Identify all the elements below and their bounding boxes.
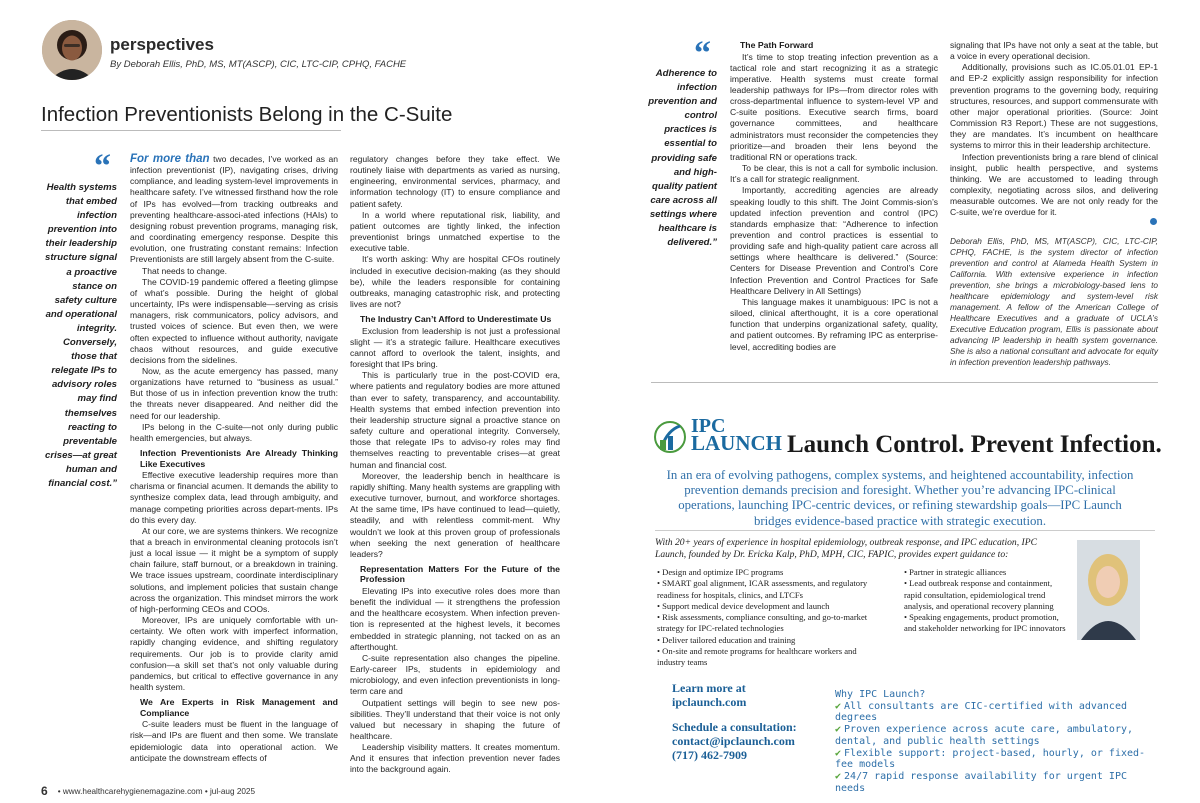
website-link[interactable]: ipclaunch.com bbox=[672, 695, 747, 709]
paragraph: two decades, I’ve worked as an infection preventionist (IP), navigating crises, driving compliance, and leading system-level improvements in healthcare safety. I’ve witnessed firsthand how the role of IPs has evolved—from tracking outbreaks and preventing healthcare-associ-ated infections (HAIs) to designing robust prevention programs, managing risk, and coordinating emergency response. Despite this evolution, one frustrating constant remains: Infection Preventionists are still largely absent from the C-suite. bbox=[130, 154, 339, 265]
why-item: ✔ Flexible support: project-based, hourly, or fixed-fee models bbox=[835, 747, 1146, 771]
author-bio: Deborah Ellis, PhD, MS, MT(ASCP), CIC, LTC-CIP, CPHQ, FACHE, is the system director of infection prevention and control at Alameda Health System in California. With extensive experience in infection prevention, she brings a microbiology-based lens to healthcare epidemiology and system-level risk management. A fellow of the American College of Healthcare Executives and a graduate of UCLA’s Executive Education program, Ellis is passionate about advancing IP leadership in health system governance. She is also a national consultant and advocate for equity in infection prevention leadership pathways. bbox=[950, 236, 1158, 367]
article-column-2 bbox=[350, 154, 560, 776]
subheading: Infection Preventionists Are Already Thinking Like Executives bbox=[140, 448, 338, 469]
why-ipc-launch bbox=[835, 689, 1155, 794]
paragraph: Elevating IPs into executive roles does more than benefit the individual — it strengthens the profession and the healthcare ecosystem. When infection preven-tion is represented at the highest levels, it becomes embedded in strategic planning, not tacked on as an afterthought. bbox=[350, 585, 560, 652]
ad-headline: Launch Control. Prevent Infection. bbox=[787, 431, 1162, 458]
brand-name-top: IPC bbox=[691, 415, 726, 437]
list-item: • Partner in strategic alliances bbox=[904, 567, 1007, 577]
check-icon: ✔ bbox=[835, 700, 842, 712]
why-item: ✔ Proven experience across acute care, ambulatory, dental, and public health settings bbox=[835, 724, 1134, 747]
paragraph: signaling that IPs have not only a seat at the table, but a voice in every operational decision. bbox=[950, 40, 1158, 62]
check-icon: ✔ bbox=[835, 747, 842, 759]
founder-photo bbox=[1077, 540, 1140, 640]
paragraph: C-suite representation also changes the pipeline. Early-career IPs, students in epidemiology and microbiology, and even infection preventionists in long-term care and bbox=[350, 652, 560, 697]
page-number: 6 bbox=[41, 784, 48, 798]
quote-mark-icon: “ bbox=[94, 148, 111, 185]
check-icon: ✔ bbox=[835, 770, 842, 782]
paragraph: It’s time to stop treating infection prevention as a tactical role and start recognizing it as a strategic imperative. Health systems must create formal leadership pathways for IPs—from director roles with cross-departmental influence to system-level VP and C-suite positions. Executive search firms, board governance committees, and healthcare administrators must reconsider the competencies they prioritize—and broaden their lens beyond the traditional RN or operations track. bbox=[730, 51, 938, 162]
paragraph: Additionally, provisions such as IC.05.01.01 EP-1 and EP-2 explicitly assign responsibility for infection prevention programs to the governing body, requiring structures, resources, and support commensurate with other major operational priorities. (Source: Joint Commission R3 Report.) These are not suggestions, they are mandates. It’s incumbent on healthcare systems to mirror this in their leadership architecture. bbox=[950, 62, 1158, 151]
ipc-launch-logo-icon bbox=[653, 420, 687, 454]
schedule-label: Schedule a consultation: bbox=[672, 720, 797, 734]
email-link[interactable]: contact@ipclaunch.com bbox=[672, 734, 795, 748]
why-item: ✔ 24/7 rapid response availability for urgent IPC needs bbox=[835, 770, 1127, 794]
paragraph: To be clear, this is not a call for symbolic inclusion. It’s a call for strategic realignment. bbox=[730, 163, 938, 185]
page-footer bbox=[41, 784, 255, 798]
paragraph: IPs belong in the C-suite—not only during public health emergencies, but always. bbox=[130, 421, 338, 443]
paragraph: The COVID-19 pandemic offered a fleeting glimpse of what’s possible. During the height of global uncertainty, IPs were indispensable—serving as crisis managers, risk communicators, policy advisors, and trusted voices of science. But even then, we were often expected to influence without authority, navigate chaos without resources, and guide executive decisions from the sidelines. bbox=[130, 276, 338, 365]
quote-mark-icon: “ bbox=[694, 35, 711, 72]
subheading: We Are Experts in Risk Management and Compliance bbox=[140, 697, 338, 718]
article-column-4 bbox=[950, 40, 1158, 219]
lead-in: For more than bbox=[130, 153, 210, 165]
paragraph: Outpatient settings will begin to see new pos-sibilities. They’ll understand that their voice is not only valued but necessary in shaping the future of healthcare. bbox=[350, 697, 560, 741]
paragraph: This language makes it unambiguous: IPC is not a siloed, clinical afterthought, it is a core operational function that underpins organizational safety, quality, and patient outcomes. By reframing IPC as enterprise-level, accrediting bodies are bbox=[730, 296, 938, 352]
why-item: ✔ All consultants are CIC-certified with advanced degrees bbox=[835, 700, 1127, 724]
ad-divider bbox=[651, 382, 1158, 383]
paragraph: Now, as the acute emergency has passed, many organizations have returned to “business as usual.” But those of us in infection prevention know the truth: the threats never disappeared. And neither did the need for our leadership. bbox=[130, 365, 338, 421]
services-list-right bbox=[904, 567, 1070, 635]
paragraph: This is particularly true in the post-COVID era, where patients and regulatory bodies are more attuned than ever to safety, transparency, and accountability. Health systems that embed infection prevention into their leadership structure signal a proactive stance on safety culture and operational integrity. Conversely, those that relegate IPs to adviso-ry roles may find themselves reacting to preventable crises—at great human and financial cost. bbox=[350, 370, 560, 470]
paragraph: regulatory changes before they take effect. We routinely liaise with departments as varied as nursing, engineering, environmental services, pharmacy, and information technology (IT) to ensure compliance and patient safety. bbox=[350, 154, 560, 209]
paragraph: Leadership visibility matters. It creates momentum. And it ensures that infection prevention never fades into the background again. bbox=[350, 742, 560, 775]
paragraph: Exclusion from leadership is not just a professional slight — it’s a strategic failure. Healthcare executives cannot afford to overlook the talent, insights, and foresight that IPs bring. bbox=[350, 325, 560, 370]
divider bbox=[41, 130, 341, 131]
pull-quote-right: Adherence to infection prevention and control practices is essential to providing safe and high-quality patient care across all settings where healthcare is delivered.” bbox=[648, 68, 717, 249]
byline: By Deborah Ellis, PhD, MS, MT(ASCP), CIC, LTC-CIP, CPHQ, FACHE bbox=[110, 59, 407, 70]
why-title: Why IPC Launch? bbox=[835, 689, 926, 700]
list-item: • Risk assessments, compliance consulting, and go-to-market strategy for IPC-related technologies bbox=[657, 612, 868, 634]
pull-quote-left: Health systems that embed infection prevention into their leadership structure signal a proactive stance on safety culture and operational integrity. Conversely, those that relegate IPs to advisory roles may find themselves reacting to preventable crises—at great human and financial cost.” bbox=[45, 182, 117, 489]
check-icon: ✔ bbox=[835, 724, 842, 736]
paragraph: At our core, we are systems thinkers. We recognize that a breach in environmental cleaning protocols isn’t just a local issue — it might be a symptom of supply chain failure, staff burnout, or a breakdown in training. We trace issues upstream, coordinate interdisciplinary solutions, and implement policies that sustain change across the organization. This mindset mirrors the work of high-performing CEOs and COOs. bbox=[130, 525, 338, 614]
paragraph: Infection preventionists bring a rare blend of clinical insight, public health perspective, and systems thinking. We are accustomed to leading through complexity, negotiating across silos, and delivering measurable outcomes. We are not only ready for the C-suite, we’re overdue for it. bbox=[950, 151, 1158, 218]
list-item: • Support medical device development and launch bbox=[657, 600, 830, 611]
list-item: • Design and optimize IPC programs bbox=[657, 567, 784, 577]
paragraph: That needs to change. bbox=[142, 265, 228, 276]
article-column-3 bbox=[730, 40, 938, 353]
list-item: • Deliver tailored education and training bbox=[657, 634, 796, 645]
paragraph: Moreover, IPs are uniquely comfortable with un-certainty. We often work with imperfect information, rapidly changing evidence, and shifting regulatory requirements. Our job is to provide clarity amid confusion—a skill set that’s not only valuable during pandemics, but critical to effective governance in any health system. bbox=[130, 615, 338, 693]
paragraph: Importantly, accrediting agencies are already speaking loudly to this shift. The Joint Commis-sion’s updated infection prevention and control (IPC) standards emphasize that: “Adherence to infection prevention and control practices is essential to providing safe and high-quality patient care across all settings where healthcare is delivered.” (Source: Centers for Disease Prevention and Control’s Core Infection Prevention and Control Practices for Safe Healthcare Delivery in All Settings) bbox=[730, 185, 938, 296]
footer-text: • www.healthcarehygienemagazine.com • jul-aug 2025 bbox=[57, 787, 256, 796]
paragraph: In a world where reputational risk, liability, and patient outcomes are tightly linked, the infection preventionist brings unmatched expertise to the executive table. bbox=[350, 209, 560, 254]
author-photo bbox=[42, 20, 102, 80]
ad-intro: In an era of evolving pathogens, complex systems, and heightened accountability, infection prevention demands precision and foresight. Whether you’re advancing IPC-clinical operations, launching IPC-centric devices, or refining stewardship goals—IPC Launch bridges evidence-based practice with strategic execution. bbox=[666, 468, 1134, 528]
paragraph: C-suite leaders must be fluent in the language of risk—and IPs are fluent and then some. We translate epidemiologic data into operational action. We anticipate the downstream effects of bbox=[130, 719, 338, 763]
ad-divider-2 bbox=[655, 530, 1155, 531]
paragraph: Effective executive leadership requires more than charisma or financial acumen. It demands the ability to synthesize complex data, lead through ambiguity, and manage competing priorities across depart-ments. IPs do this every day. bbox=[130, 470, 338, 525]
phone-number: (717) 462-7909 bbox=[672, 748, 747, 762]
list-item: • On-site and remote programs for healthcare workers and industry teams bbox=[657, 646, 857, 668]
paragraph: It’s worth asking: Why are hospital CFOs routinely included in executive decision-making (as they should be), while the leaders responsible for containing outbreaks, managing catastrophic risk, and protecting lives are not? bbox=[350, 254, 560, 310]
services-list-left bbox=[657, 567, 882, 669]
brand-name bbox=[691, 415, 783, 455]
paragraph: Moreover, the leadership bench in healthcare is rapidly shifting. Many health systems are grappling with executive turnover, burnout, and workforce shortages. At the same time, IPs have continued to lead—quietly, steadily, and with relentless commit-ment. Why wouldn’t we look at this proven group of professionals when seeking the next generation of healthcare leaders? bbox=[350, 470, 560, 559]
ad-subintro: With 20+ years of experience in hospital epidemiology, outbreak response, and IPC education, IPC Launch, founded by Dr. Ericka Kalp, PhD, MPH, CIC, FAPIC, provides expert guidance to: bbox=[655, 537, 1037, 560]
learn-more: Learn more at bbox=[672, 681, 746, 695]
subheading: The Path Forward bbox=[740, 40, 814, 50]
article-headline: Infection Preventionists Belong in the C-Suite bbox=[41, 103, 453, 126]
list-item: • Lead outbreak response and containment, rapid consultation, epidemiological trend analysis, and operational recovery planning bbox=[904, 578, 1054, 611]
subheading: The Industry Can’t Afford to Underestimate Us bbox=[360, 314, 552, 325]
section-kicker: perspectives bbox=[110, 35, 214, 54]
brand-name-bottom: LAUNCH bbox=[691, 431, 783, 455]
list-item: • SMART goal alignment, ICAR assessments, and regulatory readiness for hospitals, clinics, and LTCFs bbox=[657, 578, 868, 600]
list-item: • Speaking engagements, product promotion, and stakeholder networking for IPC innovators bbox=[904, 612, 1066, 634]
subheading: Representation Matters For the Future of the Profession bbox=[360, 563, 560, 585]
end-mark-icon bbox=[1150, 213, 1157, 231]
article-column-1 bbox=[130, 154, 338, 764]
